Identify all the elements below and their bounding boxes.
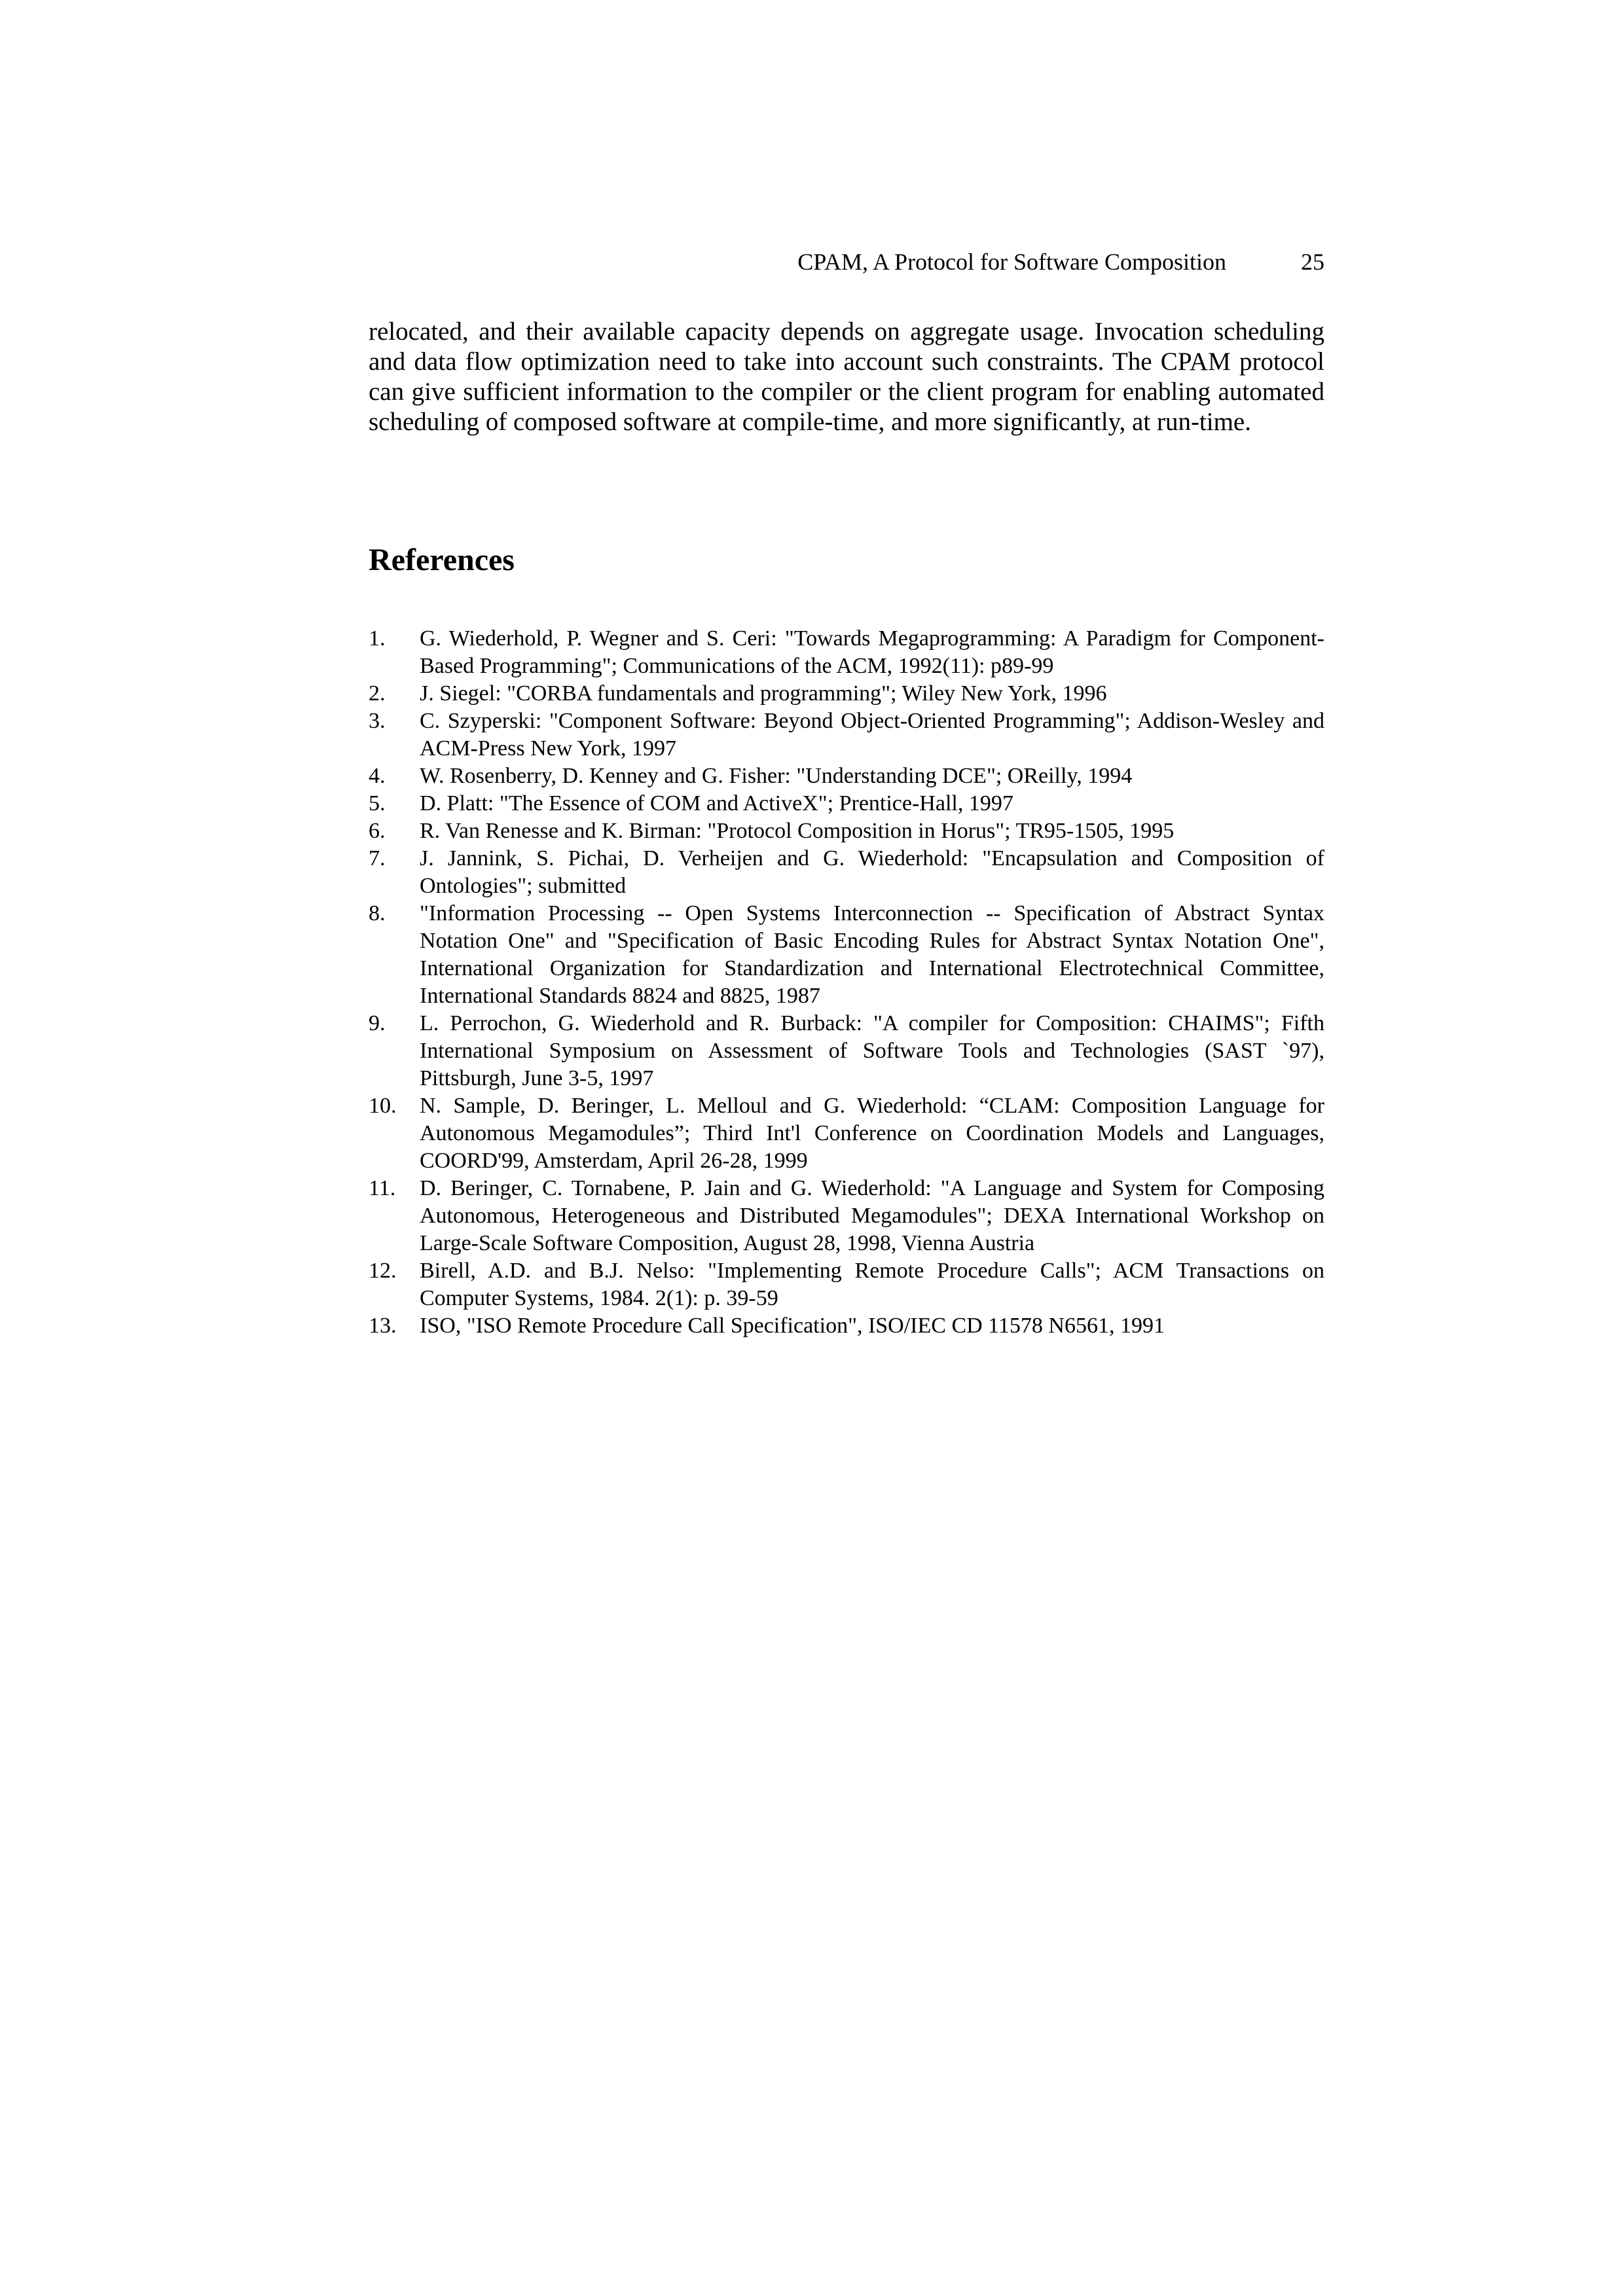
reference-item [369, 790, 1324, 817]
reference-item [369, 1092, 1324, 1175]
reference-item [369, 845, 1324, 900]
reference-item [369, 1010, 1324, 1092]
reference-number: 6. [369, 819, 386, 843]
references-heading: References [369, 543, 515, 577]
reference-number: 2. [369, 681, 386, 706]
reference-text: D. Beringer, C. Tornabene, P. Jain and G. Wiederhold: "A Language and System for Composing Autonomous, Heterogeneous and Distributed Megamodules"; DEXA International Workshop on Large-Scale Software Composition, August 28, 1998, Vienna Austria [420, 1176, 1324, 1255]
reference-text: Birell, A.D. and B.J. Nelso: "Implementing Remote Procedure Calls"; ACM Transactions on Computer Systems, 1984. 2(1): p. 39-59 [420, 1259, 1324, 1310]
reference-item [369, 680, 1324, 708]
reference-item [369, 1312, 1324, 1340]
reference-number: 8. [369, 901, 386, 925]
reference-number: 3. [369, 709, 386, 733]
reference-number: 11. [369, 1176, 396, 1200]
reference-text: J. Jannink, S. Pichai, D. Verheijen and G. Wiederhold: "Encapsulation and Composition of Ontologies"; submitted [420, 846, 1324, 898]
page-number: 25 [1301, 249, 1324, 275]
running-title: CPAM, A Protocol for Software Composition [797, 249, 1226, 275]
reference-text: C. Szyperski: "Component Software: Beyond Object-Oriented Programming"; Addison-Wesley and ACM-Press New York, 1997 [420, 709, 1324, 761]
page-header [369, 243, 1324, 280]
reference-text: J. Siegel: "CORBA fundamentals and programming"; Wiley New York, 1996 [420, 681, 1107, 706]
reference-number: 12. [369, 1259, 397, 1283]
reference-item [369, 817, 1324, 845]
reference-text: R. Van Renesse and K. Birman: "Protocol Composition in Horus"; TR95-1505, 1995 [420, 819, 1175, 843]
reference-number: 9. [369, 1011, 386, 1035]
reference-item [369, 900, 1324, 1010]
reference-item [369, 708, 1324, 762]
references-list [369, 625, 1324, 1340]
body-paragraph: relocated, and their available capacity depends on aggregate usage. Invocation scheduling and data flow optimization need to take into account such constraints. The CPAM protocol can give sufficient information to the compiler or the client program for enabling automated scheduling of composed software at compile-time, and more significantly, at run-time. [369, 317, 1324, 436]
reference-number: 10. [369, 1094, 397, 1118]
reference-text: L. Perrochon, G. Wiederhold and R. Burback: "A compiler for Composition: CHAIMS"; Fifth International Symposium on Assessment of Software Tools and Technologies (SAST `97), Pittsburgh, June 3-5, 1997 [420, 1011, 1324, 1090]
reference-item [369, 1175, 1324, 1257]
reference-text: "Information Processing -- Open Systems Interconnection -- Specification of Abstract Syntax Notation One" and "Specification of Basic Encoding Rules for Abstract Syntax Notation One", International Organization for Standardization and International Electrotechnical Committee, International Standards 8824 and 8825, 1987 [420, 901, 1324, 1008]
reference-number: 5. [369, 791, 386, 816]
reference-text: ISO, "ISO Remote Procedure Call Specification", ISO/IEC CD 11578 N6561, 1991 [420, 1314, 1165, 1338]
reference-number: 7. [369, 846, 386, 870]
reference-number: 13. [369, 1314, 397, 1338]
reference-text: N. Sample, D. Beringer, L. Melloul and G. Wiederhold: “CLAM: Composition Language for Autonomous Megamodules”; Third Int'l Conference on Coordination Models and Languages, COORD'99, Amsterdam, April 26-28, 1999 [420, 1094, 1324, 1173]
reference-text: G. Wiederhold, P. Wegner and S. Ceri: "Towards Megaprogramming: A Paradigm for Component-Based Programming"; Communications of the ACM, 1992(11): p89-99 [420, 626, 1324, 678]
reference-number: 1. [369, 626, 386, 651]
reference-text: W. Rosenberry, D. Kenney and G. Fisher: "Understanding DCE"; OReilly, 1994 [420, 764, 1133, 788]
reference-item [369, 762, 1324, 790]
reference-item [369, 1257, 1324, 1312]
reference-item [369, 625, 1324, 680]
reference-text: D. Platt: "The Essence of COM and ActiveX"; Prentice-Hall, 1997 [420, 791, 1013, 816]
reference-number: 4. [369, 764, 386, 788]
